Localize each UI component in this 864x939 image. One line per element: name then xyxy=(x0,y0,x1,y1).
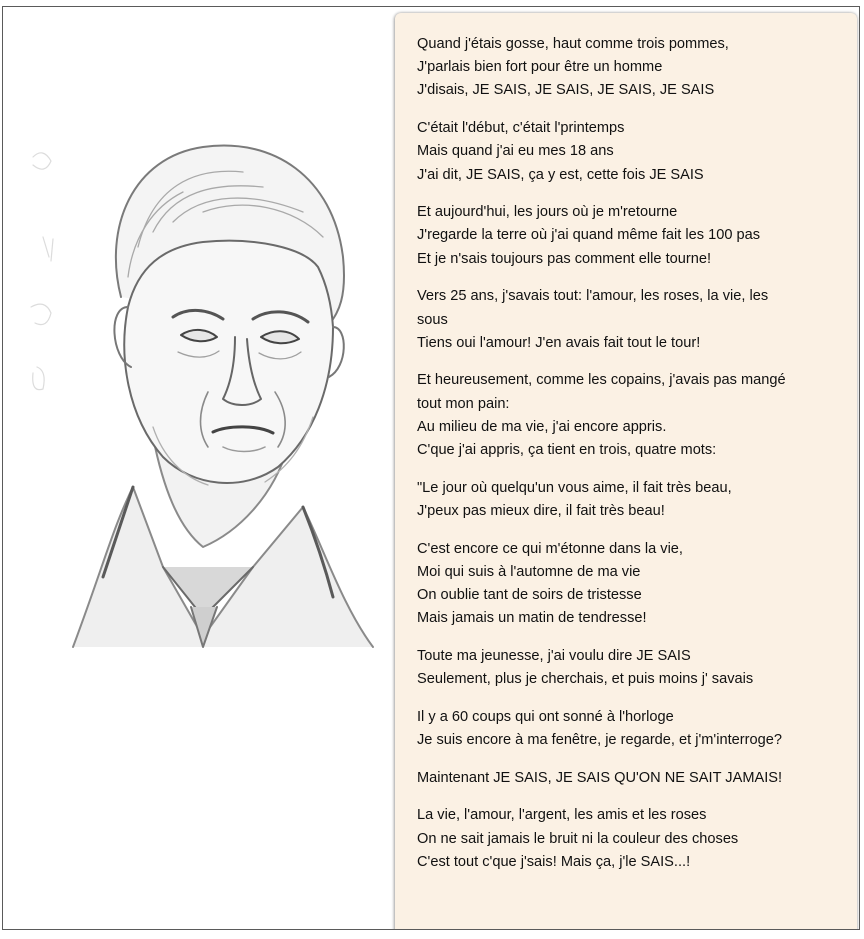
poem-line: C'est tout c'que j'sais! Mais ça, j'le SAIS...! xyxy=(417,853,691,870)
stanza xyxy=(417,285,857,355)
poem-line: Et aujourd'hui, les jours où je m'retourne xyxy=(417,204,678,221)
poem-line: Seulement, plus je cherchais, et puis moins j' savais xyxy=(417,671,754,688)
poem-line: Mais quand j'ai eu mes 18 ans xyxy=(417,143,614,160)
page-frame xyxy=(2,6,860,930)
poem-line: On oublie tant de soirs de tristesse xyxy=(417,587,642,604)
stanza xyxy=(417,706,857,752)
poem-line: C'que j'ai appris, ça tient en trois, quatre mots: xyxy=(417,442,717,459)
poem-card xyxy=(395,13,857,930)
stanza xyxy=(417,645,857,691)
poem-line: La vie, l'amour, l'argent, les amis et les roses xyxy=(417,807,707,824)
stanza xyxy=(417,201,857,271)
stanza xyxy=(417,767,857,790)
poem-line: On ne sait jamais le bruit ni la couleur des choses xyxy=(417,830,739,847)
stanza xyxy=(417,33,857,103)
stanza xyxy=(417,117,857,187)
stanza xyxy=(417,804,857,874)
poem-line: Je suis encore à ma fenêtre, je regarde, et j'm'interroge? xyxy=(417,732,782,749)
poem-line: tout mon pain: xyxy=(417,395,510,412)
poem-line: C'est encore ce qui m'étonne dans la vie, xyxy=(417,540,683,557)
stanza xyxy=(417,538,857,631)
poem-line: sous xyxy=(417,311,448,328)
poem-line: Et je n'sais toujours pas comment elle tourne! xyxy=(417,250,711,267)
stanza xyxy=(417,369,857,462)
poem-line: J'parlais bien fort pour être un homme xyxy=(417,59,663,76)
poem-line: Moi qui suis à l'automne de ma vie xyxy=(417,563,641,580)
poem-line: Au milieu de ma vie, j'ai encore appris. xyxy=(417,418,667,435)
poem-line: Il y a 60 coups qui ont sonné à l'horloge xyxy=(417,708,674,725)
poem-line: J'ai dit, JE SAIS, ça y est, cette fois JE SAIS xyxy=(417,166,704,183)
stanza xyxy=(417,477,857,523)
portrait-sketch xyxy=(3,7,403,667)
poem-line: J'disais, JE SAIS, JE SAIS, JE SAIS, JE SAIS xyxy=(417,82,715,99)
poem-line: Maintenant JE SAIS, JE SAIS QU'ON NE SAIT JAMAIS! xyxy=(417,769,783,786)
poem-line: Quand j'étais gosse, haut comme trois pommes, xyxy=(417,36,729,52)
poem-line: Mais jamais un matin de tendresse! xyxy=(417,610,647,627)
poem-line: Tiens oui l'amour! J'en avais fait tout le tour! xyxy=(417,334,701,351)
poem-line: Toute ma jeunesse, j'ai voulu dire JE SAIS xyxy=(417,647,691,664)
poem-line: "Le jour où quelqu'un vous aime, il fait très beau, xyxy=(417,479,732,496)
poem-line: J'regarde la terre où j'ai quand même fait les 100 pas xyxy=(417,227,761,244)
poem-line: Vers 25 ans, j'savais tout: l'amour, les roses, la vie, les xyxy=(417,288,769,305)
poem-line: C'était l'début, c'était l'printemps xyxy=(417,120,625,137)
poem-line: J'peux pas mieux dire, il fait très beau! xyxy=(417,502,665,519)
poem-line: Et heureusement, comme les copains, j'avais pas mangé xyxy=(417,372,786,389)
